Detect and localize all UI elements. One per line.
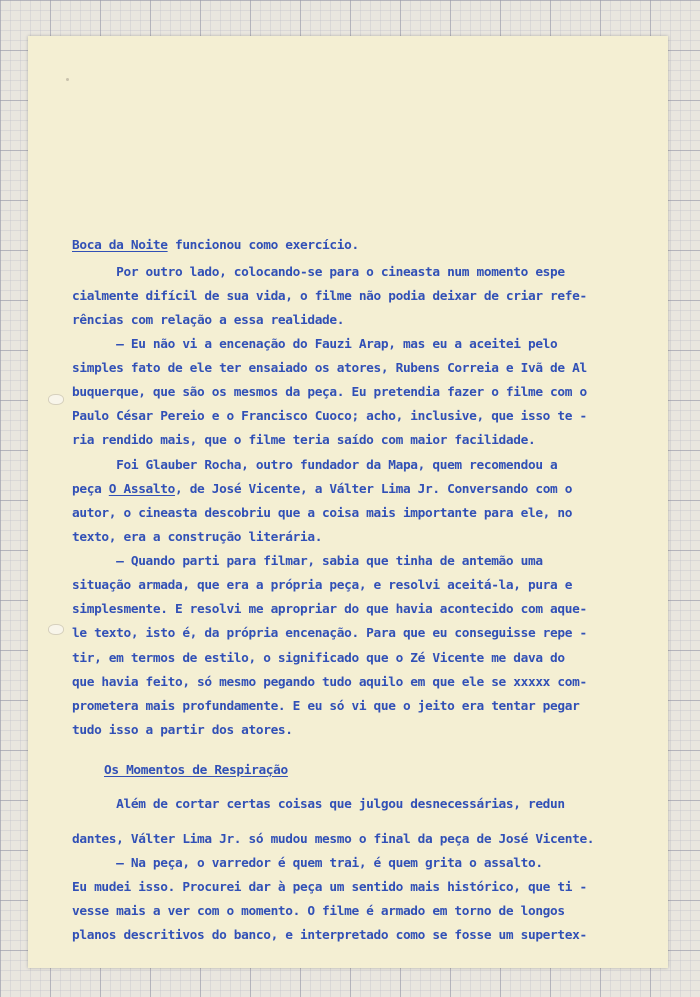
text-line xyxy=(72,904,565,920)
text-line xyxy=(72,723,293,739)
text-segment: tir, em termos de estilo, o significado que o Zé Vicente me dava do xyxy=(72,651,565,666)
underlined-title: O Assalto xyxy=(108,482,175,497)
underlined-title: Boca da Noite xyxy=(72,238,168,253)
text-segment: Eu mudei isso. Procurei dar à peça um sentido mais histórico, que ti - xyxy=(72,880,587,895)
text-segment: Além de cortar certas coisas que julgou desnecessárias, redun xyxy=(72,797,565,812)
text-segment: autor, o cineasta descobriu que a coisa mais importante para ele, no xyxy=(72,506,573,521)
text-line xyxy=(72,337,557,353)
text-line xyxy=(72,699,579,715)
text-line xyxy=(72,409,587,425)
text-line xyxy=(72,602,587,618)
text-line xyxy=(72,797,565,813)
text-segment: situação armada, que era a própria peça, e resolvi aceitá-la, pura e xyxy=(72,578,573,593)
text-segment: le texto, isto é, da própria encenação. Para que eu conseguisse repe - xyxy=(72,626,587,641)
punch-hole-bottom xyxy=(48,624,64,635)
text-segment: Foi Glauber Rocha, outro fundador da Mapa, quem recomendou a xyxy=(72,458,558,473)
text-segment: cialmente difícil de sua vida, o filme não podia deixar de criar refe- xyxy=(72,289,587,304)
text-line xyxy=(72,832,594,848)
text-segment: Paulo César Pereio e o Francisco Cuoco; acho, inclusive, que isso te - xyxy=(72,409,587,424)
text-line xyxy=(72,458,557,474)
text-segment: funcionou como exercício. xyxy=(167,238,359,253)
punch-hole-top xyxy=(48,394,64,405)
text-segment: rências com relação a essa realidade. xyxy=(72,313,345,328)
text-segment: — Eu não vi a encenação do Fauzi Arap, mas eu a aceitei pelo xyxy=(72,337,558,352)
text-line xyxy=(72,265,565,281)
text-line xyxy=(72,289,587,305)
text-segment: , de José Vicente, a Válter Lima Jr. Conversando com o xyxy=(174,482,573,497)
text-line xyxy=(72,313,344,329)
text-segment: peça xyxy=(72,482,109,497)
text-line xyxy=(72,856,543,872)
text-segment: que havia feito, só mesmo pegando tudo aquilo em que ele se xxxxx com- xyxy=(72,675,587,690)
text-line xyxy=(72,506,572,522)
text-line xyxy=(72,554,543,570)
text-segment: simples fato de ele ter ensaiado os atores, Rubens Correia e Ivã de Al xyxy=(72,361,587,376)
text-segment: Por outro lado, colocando-se para o cineasta num momento espe xyxy=(72,265,565,280)
text-line xyxy=(72,651,565,667)
text-line xyxy=(72,675,587,691)
text-line xyxy=(72,385,587,401)
underlined-title: Os Momentos de Respiração xyxy=(104,763,288,778)
text-line xyxy=(72,433,535,449)
text-line xyxy=(72,626,587,642)
text-line xyxy=(72,578,572,594)
text-segment: tudo isso a partir dos atores. xyxy=(72,723,293,738)
text-segment: — Quando parti para filmar, sabia que tinha de antemão uma xyxy=(72,554,543,569)
text-segment: prometera mais profundamente. E eu só vi que o jeito era tentar pegar xyxy=(72,699,580,714)
text-segment: planos descritivos do banco, e interpretado como se fosse um supertex- xyxy=(72,928,587,943)
text-segment: texto, era a construção literária. xyxy=(72,530,323,545)
text-line xyxy=(72,361,587,377)
text-segment: buquerque, que são os mesmos da peça. Eu pretendia fazer o filme com o xyxy=(72,385,587,400)
text-segment: vesse mais a ver com o momento. O filme é armado em torno de longos xyxy=(72,904,565,919)
text-segment: — Na peça, o varredor é quem trai, é quem grita o assalto. xyxy=(72,856,543,871)
paper-speck xyxy=(66,78,69,81)
text-line xyxy=(104,763,288,779)
text-line xyxy=(72,880,587,896)
text-segment: ria rendido mais, que o filme teria saído com maior facilidade. xyxy=(72,433,536,448)
text-line xyxy=(72,928,587,944)
text-line xyxy=(72,530,322,546)
text-line xyxy=(72,482,572,498)
text-segment: simplesmente. E resolvi me apropriar do que havia acontecido com aque- xyxy=(72,602,587,617)
text-segment: dantes, Válter Lima Jr. só mudou mesmo o final da peça de José Vicente. xyxy=(72,832,595,847)
text-line xyxy=(72,238,359,254)
typewritten-page xyxy=(28,36,668,968)
